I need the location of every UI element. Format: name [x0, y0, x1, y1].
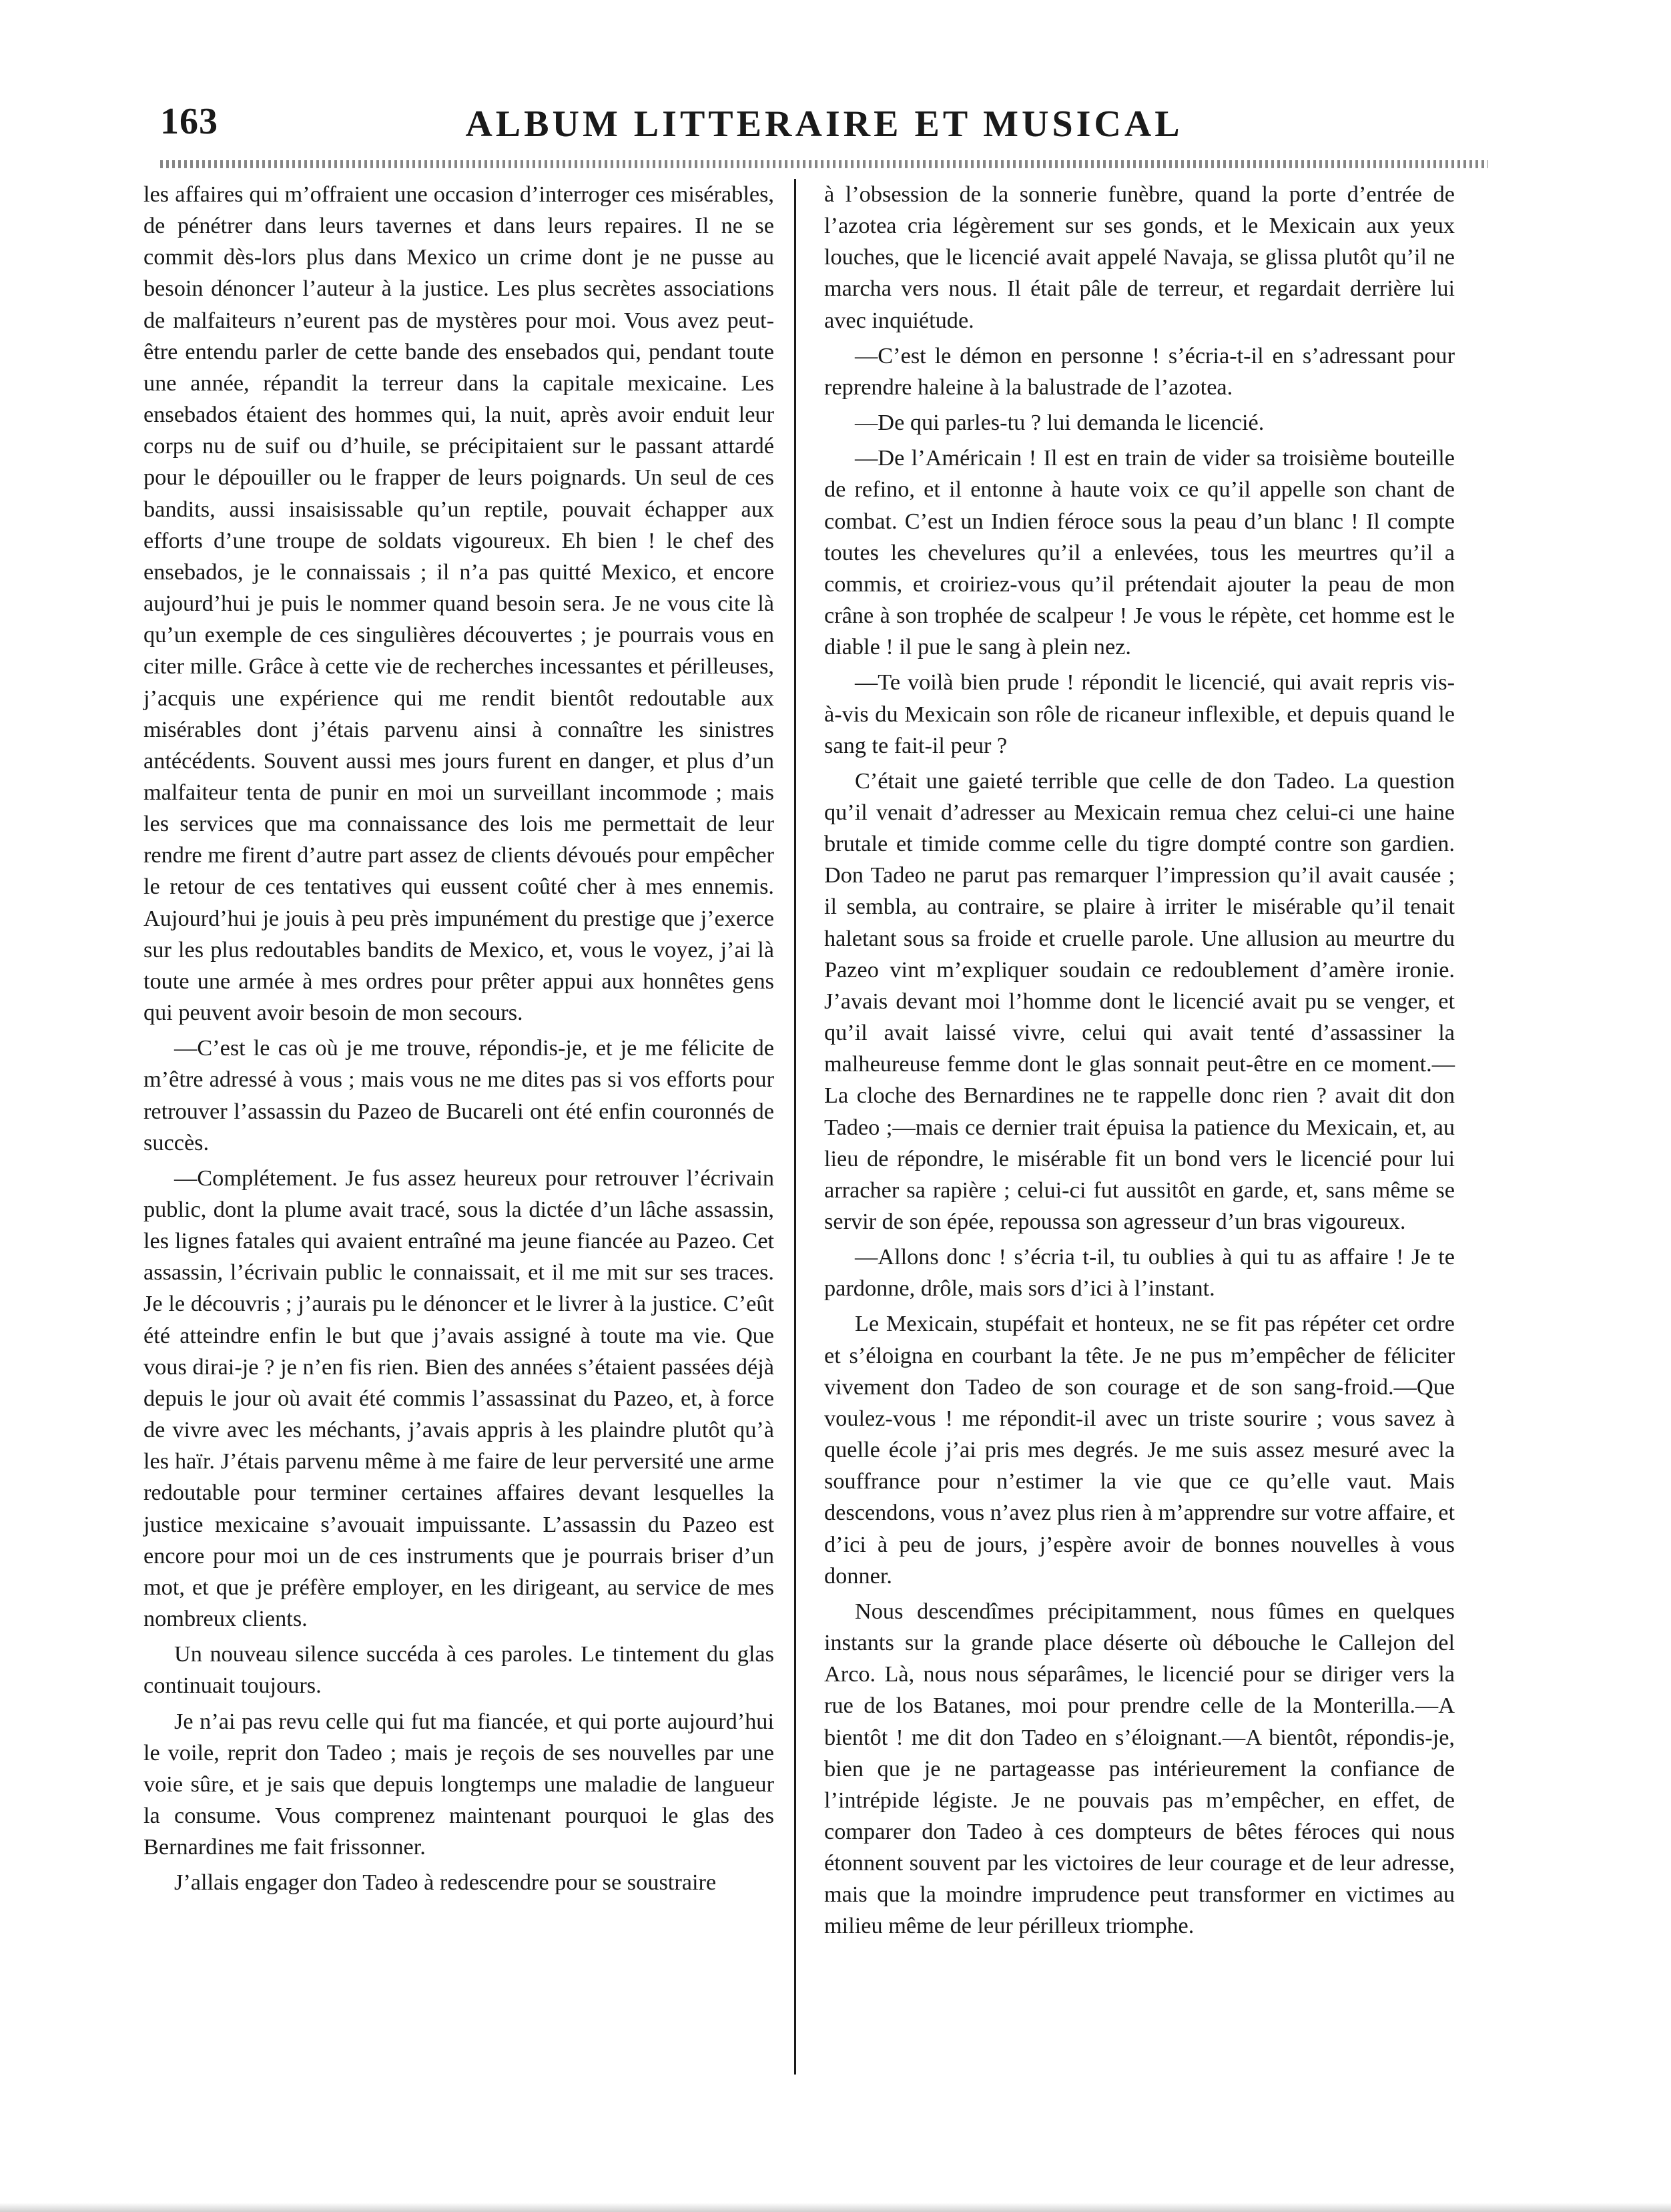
paragraph: —Te voilà bien prude ! répondit le licencié, qui avait repris vis-à-vis du Mexicain son rôle de ricaneur inflexible, et depuis quand le sang te fait-il peur ? [824, 669, 1455, 758]
paragraph: Je n’ai pas revu celle qui fut ma fiancée, et qui porte aujourd’hui le voile, reprit don Tadeo ; mais je reçois de ses nouvelles par une voie sûre, et je sais que depuis longtemps une maladie de langueur la consume. Vous comprenez maintenant pourquoi le glas des Bernardines me fait frissonner. [143, 1708, 774, 1860]
right-column [824, 179, 1455, 1946]
left-column [143, 179, 774, 1902]
running-title: ALBUM LITTERAIRE ET MUSICAL [465, 103, 1183, 145]
page-header [160, 100, 1488, 154]
paragraph: les affaires qui m’offraient une occasion d’interroger ces misérables, de pénétrer dans leurs tavernes et dans leurs repaires. Il ne se commit dès-lors plus dans Mexico un crime dont je ne pusse au besoin dénoncer l’auteur à la justice. Les plus secrètes associations de malfaiteurs n’eurent pas de mystères pour moi. Vous avez peut-être entendu parler de cette bande des ensebados qui, pendant toute une année, répandit la terreur dans la capitale mexicaine. Les ensebados étaient des hommes qui, la nuit, après avoir enduit leur corps nu de suif ou d’huile, se précipitaient sur le passant attardé pour le dépouiller ou le frapper de leurs poignards. Un seul de ces bandits, aussi insaisissable qu’un reptile, pouvait échapper aux efforts d’une troupe de soldats vigoureux. Eh bien ! le chef des ensebados, je le connaissais ; il n’a pas quitté Mexico, et encore aujourd’hui je puis le nommer quand besoin sera. Je ne vous cite là qu’un exemple de ces singulières découvertes ; je pourrais vous en citer mille. Grâce à cette vie de recherches incessantes et périlleuses, j’acquis une expérience qui me rendit bientôt redoutable aux misérables dont j’étais parvenu ainsi à connaître les sinistres antécédents. Souvent aussi mes jours furent en danger, et plus d’un malfaiteur tenta de punir en moi un surveillant incommode ; mais les services que ma connaissance des lois me permettait de leur rendre me firent d’autre part assez de clients dévoués pour empêcher le retour de ces tentatives qui eussent coûté cher à mes ennemis. Aujourd’hui je jouis à peu près impunément du prestige que j’exerce sur les plus redoutables bandits de Mexico, et, vous le voyez, j’ai là toute une armée à mes ordres pour prêter appui aux honnêtes gens qui peuvent avoir besoin de mon secours. [143, 182, 774, 1026]
paragraph: Le Mexicain, stupéfait et honteux, ne se fit pas répéter cet ordre et s’éloigna en courbant la tête. Je ne pus m’empêcher de féliciter vivement don Tadeo de son courage et de son sang-froid.—Que voulez-vous ! me répondit-il avec un triste sourire ; vous savez à quelle école j’ai pris mes degrés. Je me suis assez mesuré avec la souffrance pour n’estimer la vie que ce qu’elle vaut. Mais descendons, vous n’avez plus rien à m’apprendre sur votre affaire, et d’ici à peu de jours, j’espère avoir de bonnes nouvelles à vous donner. [824, 1311, 1455, 1589]
paragraph: à l’obsession de la sonnerie funèbre, quand la porte d’entrée de l’azotea cria légèrement sur ses gonds, et le Mexicain aux yeux louches, que le licencié avait appelé Navaja, se glissa plutôt qu’il ne marcha vers nous. Il était pâle de terreur, et regardait derrière lui avec inquiétude. [824, 182, 1455, 333]
paragraph: —De qui parles-tu ? lui demanda le licencié. [855, 410, 1265, 436]
page-number: 163 [160, 101, 218, 142]
paragraph: —C’est le démon en personne ! s’écria-t-il en s’adressant pour reprendre haleine à la balustrade de l’azotea. [824, 342, 1455, 400]
paragraph: C’était une gaieté terrible que celle de don Tadeo. La question qu’il venait d’adresser au Mexicain remua chez celui-ci une haine brutale et timide comme celle du tigre dompté contre son gardien. Don Tadeo ne parut pas remarquer l’impression qu’il avait causée ; il sembla, au contraire, se plaire à irriter le misérable qu’il tenait haletant sous sa froide et cruelle parole. Une allusion au meurtre du Pazeo vint m’expliquer soudain ce redoublement d’amère ironie. J’avais devant moi l’homme dont le licencié avait pu se venger, et qu’il avait laissé vivre, celui qui avait tenté d’assassiner la malheureuse femme dont le glas sonnait peut-être en ce moment.—La cloche des Bernardines ne te rappelle donc rien ? avait dit don Tadeo ;—mais ce dernier trait épuisa la patience du Mexicain, et, au lieu de répondre, le misérable fit un bond vers le licencié pour lui arracher sa rapière ; celui-ci fut aussitôt en garde, et, sans même se servir de son épée, repoussa son agresseur d’un bras vigoureux. [824, 768, 1455, 1234]
scan-bottom-edge [0, 2203, 1671, 2212]
paragraph: —Allons donc ! s’écria t-il, tu oublies à qui tu as affaire ! Je te pardonne, drôle, mais sors d’ici à l’instant. [824, 1244, 1455, 1302]
paragraph: —C’est le cas où je me trouve, répondis-je, et je me félicite de m’être adressé à vous ; mais vous ne me dites pas si vos efforts pour retrouver l’assassin du Pazeo de Bucareli ont été enfin couronnés de succès. [143, 1035, 774, 1155]
paragraph: Un nouveau silence succéda à ces paroles. Le tintement du glas continuait toujours. [143, 1641, 774, 1699]
paragraph: J’allais engager don Tadeo à redescendre pour se soustraire [174, 1870, 717, 1896]
column-divider [794, 179, 796, 2075]
header-wavy-rule [160, 160, 1488, 168]
paragraph: —Complétement. Je fus assez heureux pour retrouver l’écrivain public, dont la plume avait tracé, sous la dictée d’un lâche assassin, les lignes fatales qui avaient entraîné ma jeune fiancée au Pazeo. Cet assassin, l’écrivain public le connaissait, et il me mit sur ses traces. Je le découvris ; j’aurais pu le dénoncer et le livrer à la justice. C’eût été atteindre enfin le but que j’avais assigné à toute ma vie. Que vous dirai-je ? je n’en fis rien. Bien des années s’étaient passées déjà depuis le jour où avait été commis l’assassinat du Pazeo, et, à force de vivre avec les méchants, j’avais appris à les plaindre plutôt qu’à les haïr. J’étais parvenu même à me faire de leur perversité une arme redoutable pour terminer certaines affaires devant lesquelles la justice mexicaine s’avouait impuissante. L’assassin du Pazeo est encore pour moi un de ces instruments que je pourrais briser d’un mot, et que je préfère employer, en les dirigeant, au service de mes nombreux clients. [143, 1165, 774, 1632]
paragraph: —De l’Américain ! Il est en train de vider sa troisième bouteille de refino, et il entonne à haute voix ce qu’il appelle son chant de combat. C’est un Indien féroce sous la peau d’un blanc ! Il compte toutes les chevelures qu’il a enlevées, tous les meurtres qu’il a commis, et croiriez-vous qu’il prétendait ajouter la peau de mon crâne à son trophée de scalpeur ! Je vous le répète, cet homme est le diable ! il pue le sang à plein nez. [824, 445, 1455, 660]
paragraph: Nous descendîmes précipitamment, nous fûmes en quelques instants sur la grande place déserte où débouche le Callejon del Arco. Là, nous nous séparâmes, le licencié pour se diriger vers la rue de los Batanes, moi pour prendre celle de la Monterilla.—A bientôt ! me dit don Tadeo en s’éloignant.—A bientôt, répondis-je, bien que je ne partageasse pas intérieurement la confiance de l’intrépide légiste. Je ne pouvais pas m’empêcher, en effet, de comparer don Tadeo à ces dompteurs de bêtes féroces qui nous étonnent souvent par les victoires de leur courage et de leur adresse, mais que la moindre imprudence peut transformer en victimes au milieu même de leur périlleux triomphe. [824, 1598, 1455, 1939]
